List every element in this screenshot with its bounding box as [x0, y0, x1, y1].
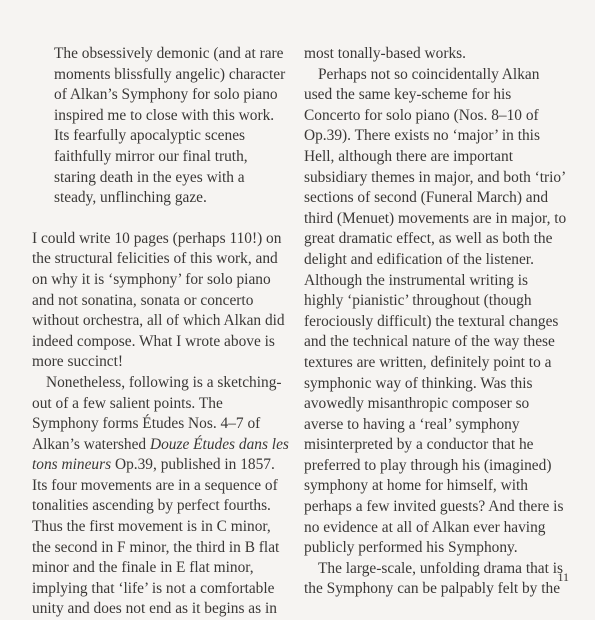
pull-quote: The obsessively demonic (and at rare moments blissfully angelic) character of Alkan’s Symphony for solo piano inspired me to close with this work. Its fearfully apocalyptic scenes faithfully mirror our final truth, staring death in the eyes with a steady, unflinching gaze.: [54, 45, 286, 207]
paragraph-drama: The large-scale, unfolding drama that is the Symphony can be palpably felt by the: [304, 559, 564, 598]
paragraph-continuation: most tonally-based works.: [304, 45, 467, 62]
paragraph-sketch: [32, 373, 290, 620]
paragraph-structural: I could write 10 pages (perhaps 110!) on the structural felicities of this work, and on why it is ‘symphony’ for solo piano and not sonatina, sonata or concerto without orchestra, all of which Alkan did indeed compose. What I wrote above is more succinct!: [32, 229, 285, 371]
paragraph-key-scheme: Perhaps not so coincidentally Alkan used the same key-scheme for his Concerto for solo piano (Nos. 8–10 of Op.39). There exists no ‘major’ in this Hell, although there are important subsidiary themes in major, and both ‘trio’ sections of second (Funeral March) and third (Menuet) movements are in major, to great dramatic effect, as well as both the delight and edification of the listener. Although the instrumental writing is highly ‘pianistic’ throughout (though ferociously difficult) the textural changes and the technical nature of the way these textures are written, definitely point to a symphonic way of thinking. Was this avowedly misanthropic composer so averse to having a ‘real’ symphony misinterpreted by a conductor that he preferred to play through his (imagined) symphony at home for himself, with perhaps a few invited guests? And there is no evidence at all of Alkan ever having publicly performed his Symphony.: [304, 65, 567, 557]
work-title-italic: Douze Études dans les tons mineurs: [32, 435, 289, 474]
paragraph-sketch-text-1: Nonetheless, following is a sketching-out of a few salient points. The Symphony forms Études Nos. 4–7 of Alkan’s watershed: [32, 373, 282, 453]
left-column: [32, 44, 290, 620]
paragraph-sketch-text-2: Op.39, published in 1857. Its four movements are in a sequence of tonalities ascending by perfect fourths. Thus the first movement is in C minor, the second in F minor, the third in B flat minor and the finale in E flat minor, implying that ‘life’ is not a comfortable unity and does not end as it begins as in: [32, 456, 280, 618]
right-column: [304, 44, 570, 600]
page-number: 11: [557, 570, 569, 584]
